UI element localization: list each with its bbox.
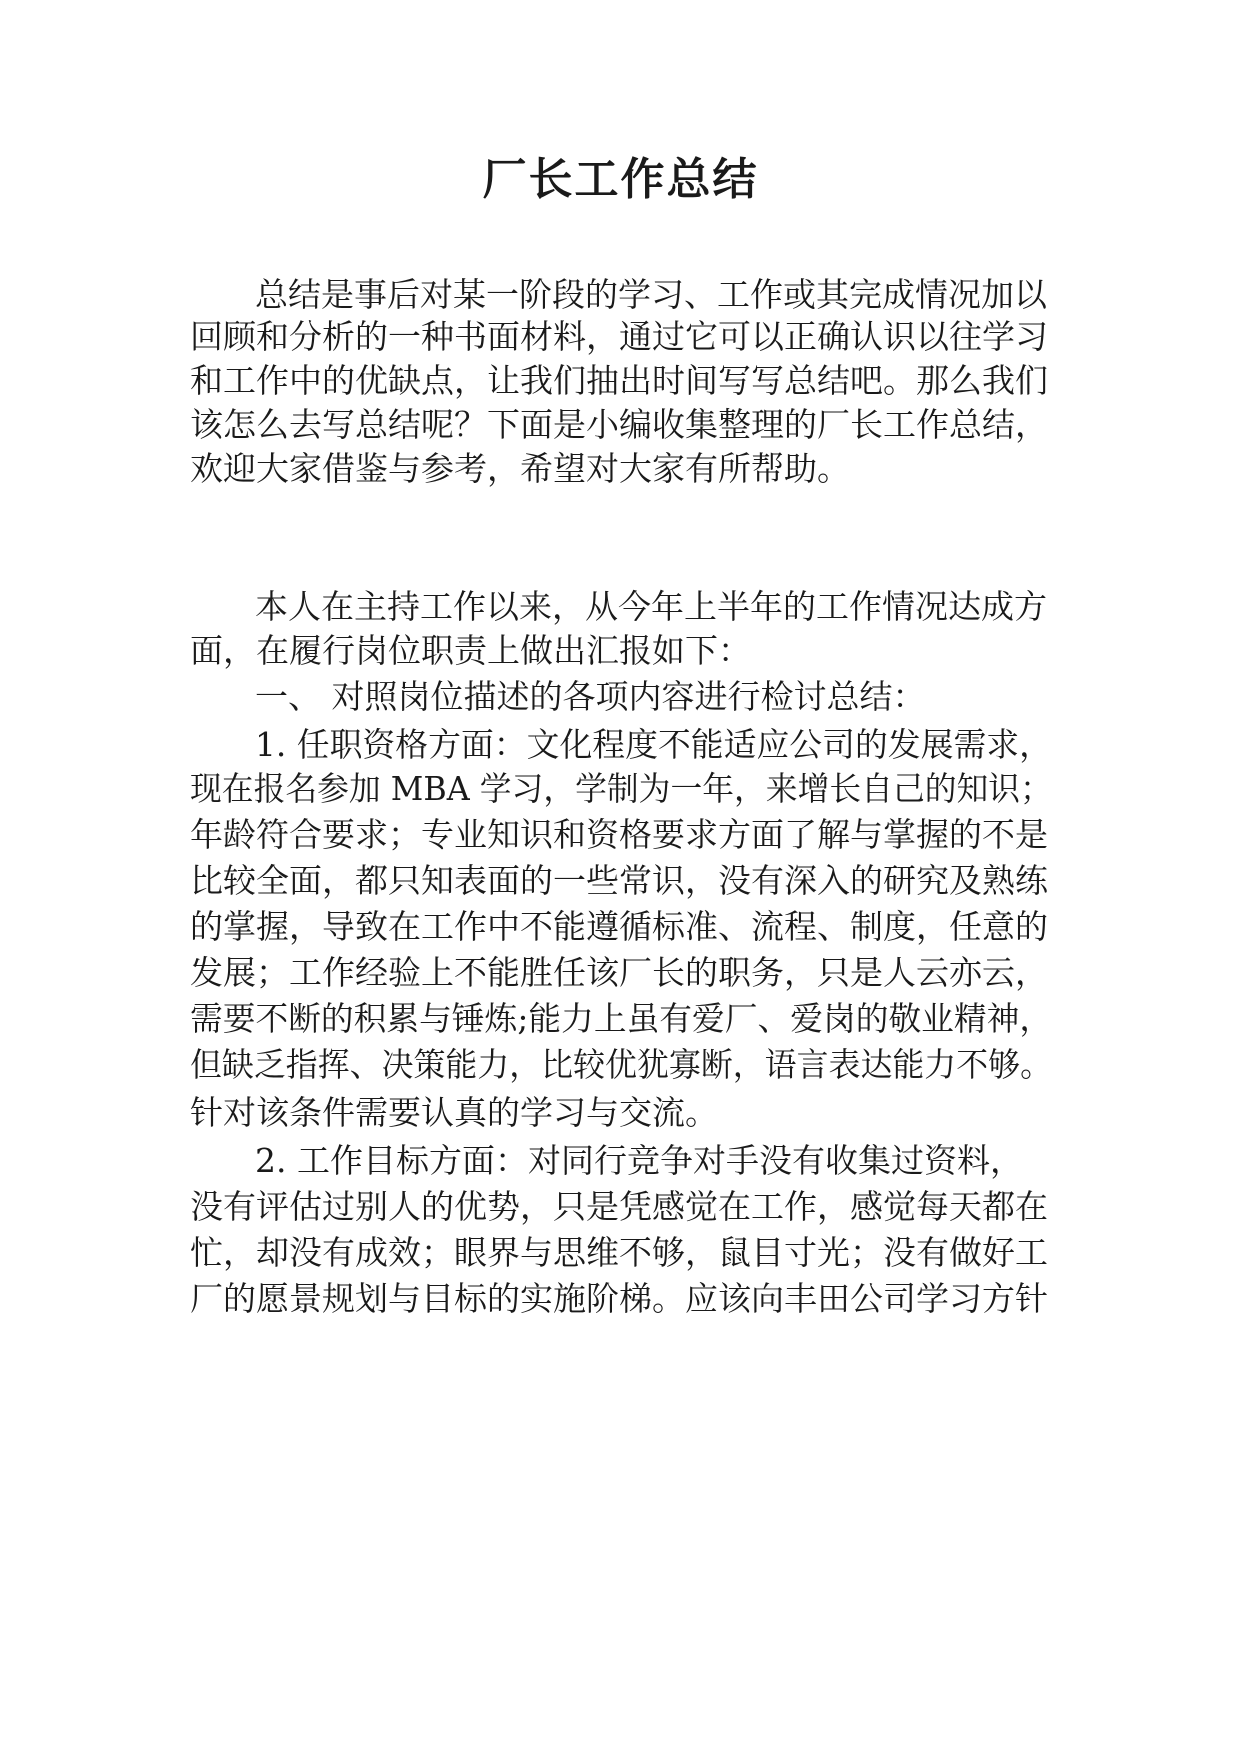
body-line: 比较全面，都只知表面的一些常识，没有深入的研究及熟练 [190,861,1048,900]
section-heading: 一、 对照岗位描述的各项内容进行检讨总结： [255,677,926,716]
body-line: 厂的愿景规划与目标的实施阶梯。应该向丰田公司学习方针 [190,1279,1048,1318]
intro-line: 欢迎大家借鉴与参考，希望对大家有所帮助。 [190,449,850,488]
body-line: 但缺乏指挥、决策能力，比较优犹寡断，语言表达能力不够。 [190,1045,1052,1084]
document-title: 厂长工作总结 [482,154,759,205]
body-line: 的掌握，导致在工作中不能遵循标准、流程、制度，任意的 [190,907,1048,946]
body-line: 忙，却没有成效；眼界与思维不够，鼠目寸光；没有做好工 [190,1233,1048,1272]
body-line: 需要不断的积累与锤炼;能力上虽有爱厂、爱岗的敬业精神， [190,999,1053,1038]
body-line: 发展；工作经验上不能胜任该厂长的职务，只是人云亦云， [190,953,1048,992]
body-line: 针对该条件需要认真的学习与交流。 [190,1093,718,1132]
intro-line: 总结是事后对某一阶段的学习、工作或其完成情况加以 [255,275,1047,314]
intro-line: 和工作中的优缺点，让我们抽出时间写写总结吧。那么我们 [190,361,1048,400]
body-line: 2. 工作目标方面：对同行竞争对手没有收集过资料， [255,1141,1023,1180]
intro-line: 该怎么去写总结呢？下面是小编收集整理的厂长工作总结， [190,405,1048,444]
intro-line: 回顾和分析的一种书面材料，通过它可以正确认识以往学习 [190,317,1048,356]
body-line: 面，在履行岗位职责上做出汇报如下： [190,631,751,670]
body-line: 本人在主持工作以来，从今年上半年的工作情况达成方 [255,587,1047,626]
body-line: 现在报名参加 MBA 学习，学制为一年，来增长自己的知识； [190,769,1052,808]
body-line: 年龄符合要求；专业知识和资格要求方面了解与掌握的不是 [190,815,1048,854]
body-line: 没有评估过别人的优势，只是凭感觉在工作，感觉每天都在 [190,1187,1048,1226]
body-line: 1. 任职资格方面：文化程度不能适应公司的发展需求， [255,725,1052,764]
